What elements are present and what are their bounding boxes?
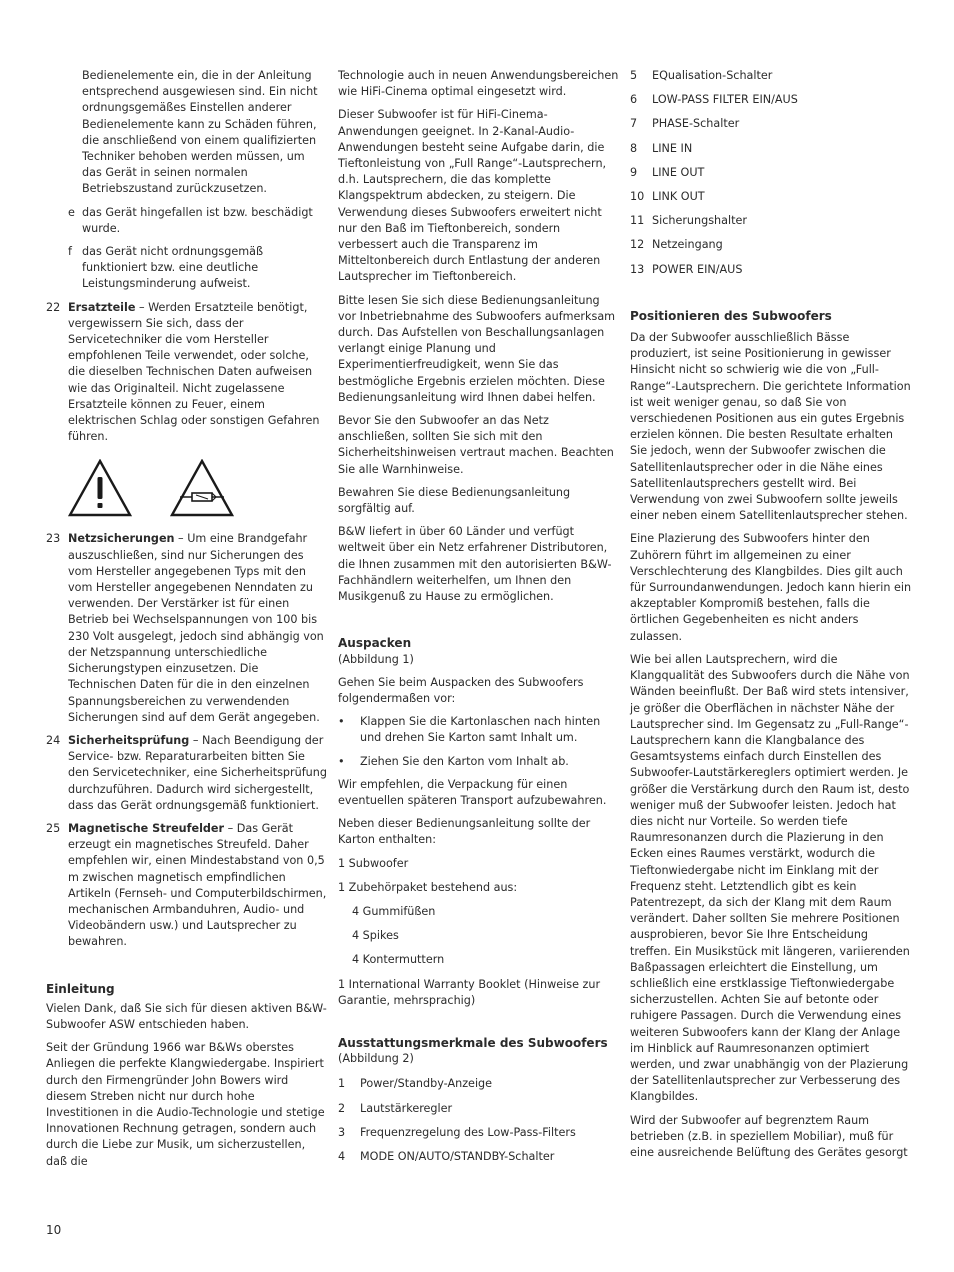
contents-item: 1 International Warranty Booklet (Hinweise zur Garantie, mehrsprachig): [338, 977, 601, 1007]
item-number: 25: [46, 821, 61, 835]
contents-subitem: 4 Kontermuttern: [352, 953, 445, 967]
bullet-item: [338, 754, 620, 770]
feature-item: [338, 1149, 620, 1165]
exclamation-warning-icon: [68, 459, 132, 517]
bullet-text: Klappen Sie die Kartonlaschen nach hinten und drehen Sie Karton samt Inhalt um.: [360, 715, 601, 745]
feature-label: POWER EIN/AUS: [652, 262, 743, 276]
feature-label: LOW-PASS FILTER EIN/AUS: [652, 93, 798, 107]
column-middle: [338, 68, 620, 1173]
paragraph: Dieser Subwoofer ist für HiFi-Cinema-Anwendungen geeignet. In 2-Kanal-Audio-Anwendungen besteht seine Aufgabe darin, die Tieftonleistung von „Full Range“-Lautsprechern, d.h. Lautsprechern, die das komplette Klangspektrum abdecken, zu steigern. Die Verwendung dieses Subwoofers erweitert nicht nur den Baß im Tieftonbereich, sondern verbessert auch die Transparenz im Mitteltonbereich durch Entlastung der anderen Lautsprecher im Tieftonbereich.: [338, 108, 607, 284]
paragraph: Wie bei allen Lautsprechern, wird die Klangqualität des Subwoofers durch die Nähe von Wänden beeinflußt. Der Baß wird stets intensiver, je größer die Oberflächen in nächster Nähe der Lautsprecher sind. Im Gegensatz zu „Full-Range“-Lautsprechern kann die Klangbalance des Gesamtsystems einfach durch Einstellen des Subwoofer-Lautstärkereglers optimiert werden. Je größer die Verstärkung durch den Raum ist, desto weniger muß der Subwoofer leisten. Jedoch hat dies nicht nur Vorteile. So werden tiefe Raumresonanzen durch die Plazierung in den Ecken eines Raumes verstärkt, wodurch die Tieftonwiedergabe nicht im Einklang mit der Frequenz steht. Letztendlich gibt es kein Patentrezept, da sich der Klang mit dem Raum verändert. Daher sollten Sie mehrere Positionen ausprobieren, bevor Sie Ihre Entscheidung treffen. Ein Musikstück mit längeren, variierenden Baßpassagen erleichtert die Einstellung, um schließlich eine erstklassige Tieftonwiedergabe sicherzustellen. Achten Sie auf betonte oder ruhigere Passagen. Durch die Verwendung eines weiteren Subwoofers kann der Klang der Anlage im Hinblick auf Raumresonanzen optimiert werden, und zwar unabhängig von der Plazierung der Satellitenlautsprecher zur Verbesserung des Klangbildes.: [630, 652, 910, 1104]
safety-item-24: [46, 733, 328, 814]
heading-ausstattungsmerkmale: Ausstattungsmerkmale des Subwoofers: [338, 1035, 608, 1050]
intro-paragraph: Seit der Gründung 1966 war B&Ws oberstes Anliegen die perfekte Klangwiedergabe. Inspiriert durch den Firmengründer John Bowers wird diesem Streben nicht nur durch hohe Investitionen in die Audio-Technologie und stetige Innovationen Rechnung getragen, sondern auch durch die Liebe zur Musik, um sicherzustellen, daß die: [46, 1041, 325, 1168]
contents-subitem: 4 Gummifüßen: [352, 904, 436, 918]
column-left: [46, 68, 328, 1177]
feature-item: [630, 165, 912, 181]
item-title: Ersatzteile: [68, 300, 136, 314]
paragraph: Wir empfehlen, die Verpackung für einen eventuellen späteren Transport aufzubewahren.: [338, 777, 607, 807]
paragraph: Wird der Subwoofer auf begrenztem Raum betrieben (z.B. in speziellem Mobiliar), muß für eine ausreichende Belüftung des Gerätes gesorgt: [630, 1113, 908, 1159]
feature-number: 13: [630, 262, 645, 276]
paragraph: Bitte lesen Sie sich diese Bedienungsanleitung vor Inbetriebnahme des Subwoofers aufmerksam durch. Das Aufstellen von Beschallungsanlagen verlangt einige Planung und Experimentierfreudigkeit, wenn Sie das bestmögliche Ergebnis erzielen möchten. Diese Bedienungsanleitung wird Ihnen dabei helfen.: [338, 293, 616, 404]
feature-label: MODE ON/AUTO/STANDBY-Schalter: [360, 1149, 555, 1163]
feature-number: 6: [630, 93, 638, 107]
contents-subitem: 4 Spikes: [352, 929, 399, 943]
list-marker: e: [68, 205, 75, 219]
item-title: Netzsicherungen: [68, 532, 175, 546]
feature-label: LINE IN: [652, 141, 693, 155]
feature-number: 5: [630, 69, 638, 82]
item-title: Sicherheitsprüfung: [68, 733, 190, 747]
feature-label: Sicherungshalter: [652, 214, 747, 228]
feature-number: 10: [630, 190, 645, 204]
column-right: [630, 68, 912, 1168]
bullet-item: [338, 714, 620, 746]
feature-label: Frequenzregelung des Low-Pass-Filters: [360, 1125, 576, 1139]
fuse-warning-icon: [170, 459, 234, 517]
paragraph: Gehen Sie beim Auspacken des Subwoofers folgendermaßen vor:: [338, 675, 584, 705]
bullet-marker: •: [338, 754, 345, 768]
paragraph: Technologie auch in neuen Anwendungsbereichen wie HiFi-Cinema optimal eingesetzt wird.: [338, 69, 619, 99]
item-title: Magnetische Streufelder: [68, 821, 225, 835]
feature-label: PHASE-Schalter: [652, 117, 740, 131]
intro-paragraph: Vielen Dank, daß Sie sich für diesen aktiven B&W-Subwoofer ASW entschieden haben.: [46, 1001, 327, 1031]
paragraph: Bevor Sie den Subwoofer an das Netz anschließen, sollten Sie sich mit den Sicherheitshinweisen vertraut machen. Beachten Sie alle Warnhinweise.: [338, 414, 614, 476]
safety-item-22: [46, 300, 328, 446]
feature-number: 9: [630, 165, 638, 179]
contents-item: 1 Subwoofer: [338, 856, 409, 870]
item-text: – Nach Beendigung der Service- bzw. Reparaturarbeiten bitten Sie den Servicetechniker, eine Sicherheitsprüfung durchzuführen. Dadurch wird sichergestellt, dass das Gerät ordnungsgemäß funktioniert.: [68, 733, 327, 812]
item-number: 23: [46, 532, 61, 546]
item-text: – Um eine Brandgefahr auszuschließen, sind nur Sicherungen des vom Hersteller angegebenen Typs mit den vom Hersteller angegebenen Nenndaten zu verwenden. Der Verstärker ist für einen Betrieb bei Wechselspannungen von 100 bis 230 Volt ausgelegt, jedoch sind abhängig von der Netzspannung unterschiedliche Sicherungstypen einzusetzen. Die Technischen Daten für die in den einzelnen Spannungsbereichen zu verwendenden Sicherungen sind auf dem Gerät angegeben.: [68, 532, 324, 724]
figure-reference: (Abbildung 2): [338, 1052, 414, 1066]
bullet-marker: •: [338, 715, 345, 729]
feature-number: 12: [630, 238, 645, 252]
paragraph: Bewahren Sie diese Bedienungsanleitung sorgfältig auf.: [338, 485, 571, 516]
feature-label: EQualisation-Schalter: [652, 69, 773, 82]
feature-item: [338, 1076, 620, 1092]
feature-number: 8: [630, 141, 638, 155]
safety-item-23: [46, 531, 328, 725]
list-text: das Gerät nicht ordnungsgemäß funktioniert bzw. eine deutliche Leistungsminderung aufweist.: [82, 245, 264, 291]
feature-item: [630, 68, 912, 84]
feature-label: Netzeingang: [652, 238, 723, 252]
feature-label: LINE OUT: [652, 165, 705, 179]
feature-item: [630, 237, 912, 253]
list-item-f: [68, 244, 328, 293]
paragraph: Da der Subwoofer ausschließlich Bässe produziert, ist seine Positionierung in gewisser Hinsicht nicht so schwierig wie die von „Full-Range“-Lautsprechern. Die gerichtete Information ist weit weniger genau, so daß Sie von verschiedenen Positionen aus ein gutes Ergebnis erzielen können. Die besten Resultate erhalten Sie jedoch, wenn der Subwoofer zwischen die Satellitenlautsprecher oder in die Nähe eines Satellitenlautsprechers gestellt wird. Bei Verwendung von zwei Subwoofern sollte jeweils einer neben einem Satellitenlautsprecher stehen.: [630, 331, 911, 523]
item-text: – Werden Ersatzteile benötigt, vergewissern Sie sich, dass der Servicetechniker die vom Hersteller empfohlenen Teile verwendet, oder solche, die dieselben Technischen Daten aufweisen wie das Originalteil. Nicht zugelassene Ersatzteile können zu Feuer, einem elektrischen Schlag oder sonstigen Gefahren führen.: [68, 300, 320, 444]
feature-label: Lautstärkeregler: [360, 1101, 453, 1115]
item-number: 22: [46, 300, 61, 314]
feature-item: [630, 189, 912, 205]
heading-positionieren: Positionieren des Subwoofers: [630, 308, 832, 323]
bullet-text: Ziehen Sie den Karton vom Inhalt ab.: [360, 754, 569, 768]
list-item-e: [68, 205, 328, 237]
item-number: 24: [46, 733, 61, 747]
warning-symbols: [68, 459, 328, 517]
figure-reference: (Abbildung 1): [338, 652, 414, 666]
list-marker: f: [68, 245, 72, 259]
feature-number: 4: [338, 1149, 346, 1163]
item-text: – Das Gerät erzeugt ein magnetisches Streufeld. Daher empfehlen wir, einen Mindestabstand von 0,5 m zwischen magnetisch empfindlichen Artikeln (Fernseh- und Computerbildschirmen, mechanischen Armbanduhren, Audio- und Videobändern usw.) und Lautsprecher zu bewahren.: [68, 821, 327, 949]
continued-paragraph: Bedienelemente ein, die in der Anleitung entsprechend ausgewiesen sind. Ein nicht ordnungsgemäßes Einstellen anderer Bedienelemente kann zu Schäden führen, die anschließend von einem qualifizierten Techniker behoben werden müssen, um das Gerät in seinen normalen Betriebszustand zurückzusetzen.: [82, 69, 318, 196]
paragraph: Eine Plazierung des Subwoofers hinter den Zuhörern führt im allgemeinen zu einer Verschlechterung des Klangbildes. Dies gilt auch für Surroundanwendungen. Jedoch kann hierin ein akzeptabler Kompromiß bestehen, falls die örtlichen Gegebenheiten es nicht anders zulassen.: [630, 532, 912, 643]
paragraph: B&W liefert in über 60 Länder und verfügt weltweit über ein Netz erfahrener Distributoren, die Ihnen zusammen mit den autorisierten B&W-Fachhändlern weiterhelfen, um Ihnen den Musikgenuß zu Hause zu ermöglichen.: [338, 525, 612, 604]
heading-auspacken: Auspacken: [338, 636, 412, 651]
feature-item: [630, 92, 912, 108]
feature-number: 7: [630, 117, 638, 131]
feature-item: [338, 1101, 620, 1117]
page-number: 10: [46, 1223, 62, 1237]
paragraph: Neben dieser Bedienungsanleitung sollte der Karton enthalten:: [338, 817, 591, 847]
feature-item: [630, 141, 912, 157]
feature-number: 2: [338, 1101, 346, 1115]
feature-number: 3: [338, 1125, 346, 1139]
feature-label: LINK OUT: [652, 190, 705, 204]
feature-item: [338, 1125, 620, 1141]
heading-einleitung: Einleitung: [46, 981, 115, 996]
contents-item: 1 Zubehörpaket bestehend aus:: [338, 880, 518, 894]
list-text: das Gerät hingefallen ist bzw. beschädigt wurde.: [82, 205, 313, 235]
feature-number: 11: [630, 214, 645, 228]
safety-item-25: [46, 821, 328, 951]
feature-item: [630, 262, 912, 278]
feature-item: [630, 116, 912, 132]
feature-number: 1: [338, 1077, 346, 1091]
feature-label: Power/Standby-Anzeige: [360, 1077, 493, 1091]
feature-item: [630, 213, 912, 229]
